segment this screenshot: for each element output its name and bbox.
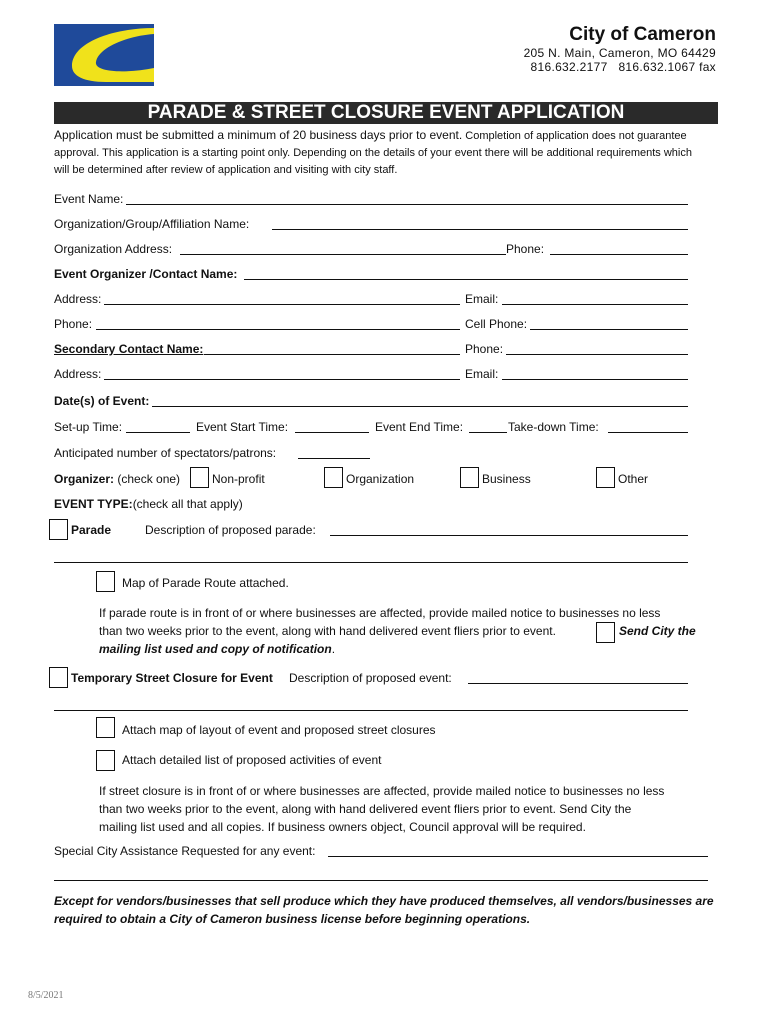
- license-notice: [54, 892, 714, 928]
- organizer-address-field[interactable]: [104, 304, 460, 305]
- other-label: Other: [618, 472, 649, 486]
- closure-map-label: Attach map of layout of event and proposed street closures: [122, 723, 436, 737]
- event-dates-label: Date(s) of Event:: [54, 394, 150, 408]
- closure-list-checkbox[interactable]: [96, 750, 115, 771]
- event-type-label: EVENT TYPE:: [54, 497, 133, 511]
- spectators-row: [54, 445, 384, 461]
- event-type-row: [54, 496, 354, 512]
- org-name-label: Organization/Group/Affiliation Name:: [54, 217, 250, 231]
- org-address-field[interactable]: [180, 254, 506, 255]
- special-assistance-label: Special City Assistance Requested for any event:: [54, 844, 316, 858]
- spectators-field[interactable]: [298, 458, 370, 459]
- organization-label: Organization: [346, 472, 415, 486]
- organizer-phone-field[interactable]: [96, 329, 460, 330]
- special-assistance-line-2[interactable]: [54, 880, 708, 881]
- organizer-contact-field[interactable]: [244, 279, 688, 280]
- parade-checkbox[interactable]: [49, 519, 68, 540]
- parade-description-field[interactable]: [330, 535, 688, 536]
- closure-notice-line-1: If street closure is in front of or where businesses are affected, provide mailed notice to businesses no less: [99, 784, 665, 798]
- end-time-field[interactable]: [469, 432, 507, 433]
- city-logo: [54, 24, 154, 86]
- org-address-label: Organization Address:: [54, 242, 173, 256]
- spectators-label: Anticipated number of spectators/patrons:: [54, 446, 277, 460]
- organizer-email-field[interactable]: [502, 304, 688, 305]
- event-name-label: Event Name:: [54, 192, 124, 206]
- closure-description-label: Description of proposed event:: [289, 671, 452, 685]
- org-address-row: [54, 241, 688, 257]
- organizer-type-hint: (check one): [114, 472, 181, 486]
- closure-checkbox[interactable]: [49, 667, 68, 688]
- parade-map-label: Map of Parade Route attached.: [122, 576, 289, 590]
- parade-row: [54, 522, 688, 544]
- other-checkbox[interactable]: [596, 467, 615, 488]
- secondary-address-row: [54, 366, 688, 382]
- city-phone-fax: 816.632.2177 816.632.1067 fax: [530, 60, 716, 74]
- secondary-address-label: Address:: [54, 367, 102, 381]
- intro-rest: Completion of application does not guarantee approval. This application is a starting point only. Depending on the details of your event there will be additional requirements which will be determined after review of application and visiting with city staff.: [54, 130, 692, 176]
- parade-map-checkbox[interactable]: [96, 571, 115, 592]
- closure-label: Temporary Street Closure for Event: [71, 671, 273, 685]
- city-address: 205 N. Main, Cameron, MO 64429: [523, 46, 716, 60]
- org-phone-field[interactable]: [550, 254, 688, 255]
- license-notice-line-2: required to obtain a City of Cameron business license before beginning operations.: [54, 912, 531, 926]
- parade-notice-bold: Send City the: [619, 624, 696, 638]
- organizer-contact-label: Event Organizer /Contact Name:: [54, 267, 238, 281]
- organizer-phone-row: [54, 316, 688, 332]
- event-name-row: [54, 191, 688, 207]
- license-notice-line-1: Except for vendors/businesses that sell produce which they have produced themselves, all vendors/businesses are: [54, 894, 714, 908]
- intro-text: [54, 127, 704, 179]
- parade-notice: [99, 604, 709, 658]
- organizer-cell-label: Cell Phone:: [465, 317, 528, 331]
- closure-notice-line-3: mailing list used and all copies. If business owners object, Council approval will be required.: [99, 820, 586, 834]
- setup-time-label: Set-up Time:: [54, 420, 123, 434]
- business-label: Business: [482, 472, 531, 486]
- closure-notice: [99, 782, 709, 836]
- secondary-phone-label: Phone:: [465, 342, 504, 356]
- nonprofit-label: Non-profit: [212, 472, 265, 486]
- closure-list-label: Attach detailed list of proposed activities of event: [122, 753, 382, 767]
- parade-label: Parade: [71, 523, 112, 537]
- event-dates-field[interactable]: [152, 406, 688, 407]
- parade-notice-line-3: mailing list used and copy of notification: [99, 642, 332, 656]
- organizer-email-label: Email:: [465, 292, 499, 306]
- closure-row: [54, 670, 688, 692]
- parade-description-label: Description of proposed parade:: [145, 523, 316, 537]
- secondary-contact-label: Secondary Contact Name:: [54, 342, 204, 356]
- organizer-cell-field[interactable]: [530, 329, 688, 330]
- special-assistance-row: [54, 843, 708, 859]
- closure-map-row: [54, 722, 554, 744]
- business-checkbox[interactable]: [460, 467, 479, 488]
- start-time-field[interactable]: [295, 432, 369, 433]
- secondary-address-field[interactable]: [104, 379, 460, 380]
- end-time-label: Event End Time:: [375, 420, 464, 434]
- secondary-contact-field[interactable]: [204, 354, 460, 355]
- event-type-hint: (check all that apply): [132, 497, 243, 511]
- event-times-row: [54, 419, 688, 435]
- organizer-address-row: [54, 291, 688, 307]
- intro-lead: Application must be submitted a minimum of 20 business days prior to event.: [54, 128, 463, 142]
- takedown-time-label: Take-down Time:: [508, 420, 599, 434]
- parade-notice-checkbox[interactable]: [596, 622, 615, 643]
- secondary-email-label: Email:: [465, 367, 499, 381]
- org-name-field[interactable]: [272, 229, 688, 230]
- organizer-type-label: Organizer:: [54, 472, 115, 486]
- special-assistance-field[interactable]: [328, 856, 708, 857]
- start-time-label: Event Start Time:: [196, 420, 289, 434]
- event-dates-row: [54, 393, 688, 409]
- organizer-phone-label: Phone:: [54, 317, 93, 331]
- setup-time-field[interactable]: [126, 432, 190, 433]
- organizer-contact-row: [54, 266, 688, 282]
- parade-notice-line-2: than two weeks prior to the event, along with hand delivered event fliers prior to event.: [99, 624, 556, 638]
- closure-map-checkbox[interactable]: [96, 717, 115, 738]
- revision-date: 8/5/2021: [28, 990, 64, 1001]
- closure-notice-line-2: than two weeks prior to the event, along with hand delivered event fliers prior to event. Send City the: [99, 802, 632, 816]
- secondary-email-field[interactable]: [502, 379, 688, 380]
- nonprofit-checkbox[interactable]: [190, 467, 209, 488]
- organization-checkbox[interactable]: [324, 467, 343, 488]
- closure-list-row: [54, 752, 554, 774]
- organizer-address-label: Address:: [54, 292, 102, 306]
- secondary-phone-field[interactable]: [506, 354, 688, 355]
- closure-description-field[interactable]: [468, 683, 688, 684]
- organizer-type-row: [54, 471, 688, 493]
- parade-notice-line-1: If parade route is in front of or where businesses are affected, provide mailed notice to businesses no less: [99, 606, 661, 620]
- org-phone-label: Phone:: [506, 242, 545, 256]
- parade-description-line-2[interactable]: [54, 562, 688, 563]
- parade-map-row: [54, 575, 454, 597]
- closure-description-line-2[interactable]: [54, 710, 688, 711]
- takedown-time-field[interactable]: [608, 432, 688, 433]
- form-title: PARADE & STREET CLOSURE EVENT APPLICATION: [54, 102, 718, 124]
- event-name-field[interactable]: [126, 204, 688, 205]
- org-name-row: [54, 216, 688, 232]
- parade-notice-end: .: [331, 642, 336, 656]
- secondary-contact-row: [54, 341, 688, 357]
- city-name: City of Cameron: [569, 24, 716, 45]
